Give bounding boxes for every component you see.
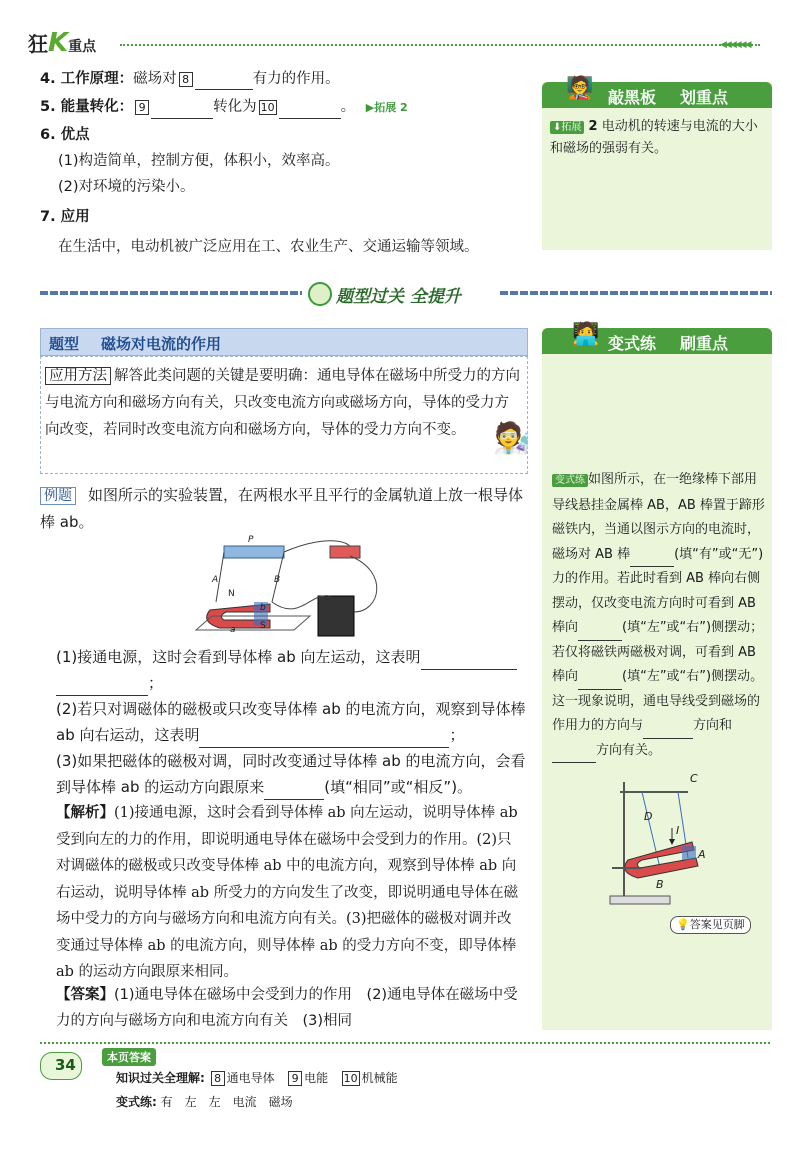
- blackboard-title-a: 敲黑板: [608, 88, 657, 107]
- example-q3: [56, 748, 526, 800]
- brand-logo: [28, 28, 96, 58]
- practice-text: 如图所示，在一绝缘棒下部用导线悬挂金属棒 AB，AB 棒置于蹄形磁铁内，当通以图示方向的电流时，磁场对 AB 棒: [552, 472, 765, 562]
- analysis-text: (1)接通电源，这时会看到导体棒 ab 向左运动，说明导体棒 ab 受到向左的力的作用，即说明通电导体在磁场中会受到力的作用。(2)只对调磁体的磁极或只改变导体棒 ab 中的电流方向，观察到导体棒 ab 向右运动，说明导体棒 ab 所受力的方向发生了改变，即说明通电导体在磁场中受力的方向与磁场方向和电流方向有关。(3)把磁体的磁极对调并改变通过导体棒 ab 的电流方向，则导体棒 ab 的受力方向不变，即导体棒 ab 的运动方向跟原来相同。: [56, 805, 519, 980]
- page-number-badge: [40, 1052, 82, 1080]
- practice-hint-4: 方向和: [693, 718, 733, 733]
- stand-base: [610, 896, 670, 904]
- practice-blank-2: [578, 626, 622, 641]
- blank-10-box: 10: [260, 100, 275, 114]
- item7-label: 7. 应用: [40, 209, 90, 225]
- label-a: A: [212, 575, 219, 585]
- practice-blank-3: [578, 675, 622, 690]
- item5-label: 5. 能量转化：: [40, 99, 134, 115]
- practice-magnet-blue: [682, 846, 696, 860]
- blank-8-box: 8: [179, 72, 193, 87]
- practice-tag: 变式练: [552, 474, 588, 487]
- q3-end: (填“相同”或“相反”)。: [324, 778, 473, 796]
- label-b2: B: [656, 878, 664, 891]
- extension-num: 2: [588, 119, 598, 134]
- practice-figure: [598, 768, 738, 918]
- label-d: D: [644, 810, 653, 823]
- item5-end: 。: [340, 99, 356, 115]
- method-text: [45, 363, 523, 444]
- label-a2: A: [698, 848, 706, 861]
- q2-text: (2)若只对调磁体的磁极或只改变导体棒 ab 的电流方向，观察到导体棒 ab 向右运动，这表明: [56, 700, 526, 744]
- example-q1: [56, 644, 526, 696]
- practice-blank-4: [643, 724, 693, 739]
- blackboard-body: [550, 116, 766, 159]
- answer-tag: 【答案】: [56, 987, 114, 1003]
- label-p: P: [248, 535, 254, 545]
- practice-blank-5: [552, 748, 596, 763]
- blank-8-line: [195, 73, 253, 90]
- item7-p1: 在生活中，电动机被广泛应用在工、农业生产、交通运输等领域。: [58, 239, 479, 255]
- banner-icon: [308, 282, 332, 306]
- practice-hint-5: 方向有关。: [596, 742, 662, 758]
- topic-header: [40, 328, 528, 356]
- blackboard-text: 电动机的转速与电流的大小和磁场的强弱有关。: [550, 119, 758, 156]
- example-q2: [56, 696, 526, 748]
- practice-title-b: 刷重点: [680, 334, 729, 353]
- logo-text-b: 重点: [68, 39, 97, 55]
- answers-line-2: [116, 1094, 293, 1110]
- ans-9-box: 9: [288, 1071, 302, 1086]
- ans-9-text: 电能: [304, 1071, 329, 1085]
- answer-note[interactable]: [670, 916, 751, 934]
- practice-body: [552, 468, 766, 763]
- practice-hint-3: (填“左”或“右”)侧摆动。这一现象说明，通电导线受到磁场的作用力的方向与: [552, 669, 764, 733]
- example-stem-text: 如图所示的实验装置，在两根水平且平行的金属轨道上放一根导体棒 ab。: [40, 486, 524, 531]
- student-icon: 🧑‍💻: [572, 322, 600, 347]
- battery: [318, 596, 354, 636]
- ans-10-text: 机械能: [361, 1071, 398, 1085]
- item-5: [40, 96, 520, 119]
- q2-end: ；: [449, 726, 465, 744]
- analysis-tag: 【解析】: [56, 805, 114, 821]
- practice-hint-2: (填“左”或“右”)侧摆动；若仅将磁铁两磁极对调，可看到 AB 棒向: [552, 620, 764, 684]
- ans-8-text: 通电导体: [226, 1071, 275, 1085]
- blackboard-panel: [542, 76, 772, 250]
- scientist-illustration: 🧑‍🔬: [493, 421, 531, 456]
- example-stem: [40, 482, 526, 535]
- answers-tag: [102, 1048, 156, 1066]
- line2-text: 有 左 左 电流 磁场: [160, 1095, 293, 1109]
- practice-header: [542, 322, 772, 354]
- label-s: S: [260, 621, 266, 631]
- practice-hint-1: (填“有”或“无”)力的作用。若此时看到 AB 棒向右侧摆动，仅改变电流方向时可看到 AB 棒向: [552, 546, 764, 635]
- practice-panel: [542, 322, 772, 1030]
- item4-post: 有力的作用。: [252, 71, 340, 87]
- label-aa: a: [230, 625, 236, 635]
- logo-text-a: 狂: [28, 32, 48, 56]
- q1-blank-cont: [56, 679, 148, 696]
- label-i: I: [676, 824, 680, 837]
- ans-8-box: 8: [211, 1071, 225, 1086]
- answer-text: (1)通电导体在磁场中会受到力的作用 (2)通电导体在磁场中受力的方向与磁场方向和电流方向有关 (3)相同: [56, 987, 518, 1029]
- answer-note-text: 答案见页脚: [689, 918, 745, 931]
- item6-p2: (2)对环境的污染小。: [58, 179, 195, 195]
- ans-10-box: 10: [343, 1072, 358, 1085]
- answers-tag-text: 本页答案: [107, 1051, 151, 1064]
- topic-title: 磁场对电流的作用: [101, 335, 222, 353]
- label-n: N: [228, 589, 235, 599]
- section-banner: [40, 282, 772, 306]
- item5-mid: 转化为: [213, 99, 257, 115]
- q3-blank: [264, 783, 324, 800]
- label-c: C: [690, 772, 698, 785]
- example-tag: 例题: [40, 487, 76, 505]
- teacher-icon: 🧑‍🏫: [566, 76, 594, 101]
- q3-text: (3)如果把磁体的磁极对调，同时改变通过导体棒 ab 的电流方向，会看到导体棒 ab 的运动方向跟原来: [56, 752, 526, 796]
- blank-9-box: 9: [135, 100, 149, 115]
- blank-10-line: [279, 102, 341, 119]
- q2-blank: [199, 731, 449, 748]
- analysis-block: [56, 800, 526, 986]
- blackboard-header: [542, 76, 772, 108]
- label-b: B: [274, 575, 281, 585]
- blackboard-title-b: 划重点: [680, 88, 729, 107]
- item4-label: 4. 工作原理：: [40, 71, 134, 87]
- extension-tag: ⬇拓展: [550, 121, 584, 134]
- item6-p1: (1)构造简单，控制方便，体积小，效率高。: [58, 153, 340, 169]
- example-figure: [190, 532, 410, 642]
- logo-k: K: [48, 28, 69, 58]
- rail-holder: [224, 546, 284, 558]
- lightbulb-icon: 💡: [676, 918, 690, 931]
- method-tag: 应用方法: [45, 367, 111, 385]
- line2-label: 变式练:: [116, 1095, 157, 1109]
- banner-line-right: [500, 291, 772, 295]
- header-dotted-line: [120, 44, 760, 46]
- item6-label: 6. 优点: [40, 127, 90, 143]
- practice-title-a: 变式练: [608, 334, 657, 353]
- topic-label: 题型: [49, 335, 80, 353]
- footer-dotted-line: [40, 1042, 770, 1044]
- q1-blank: [421, 653, 517, 670]
- label-bb: b: [260, 603, 266, 613]
- method-box: [40, 356, 531, 474]
- answer-block: [56, 982, 526, 1034]
- q1-end: ；: [148, 674, 164, 692]
- line1-label: 知识过关全理解:: [116, 1071, 205, 1085]
- banner-line-left: [40, 291, 302, 295]
- extension-link[interactable]: ▶拓展 2: [365, 101, 408, 114]
- page-number: 34: [55, 1056, 76, 1074]
- practice-blank-1: [630, 552, 674, 567]
- section-title: 题型过关 全提升: [336, 287, 461, 307]
- blank-9-line: [151, 102, 213, 119]
- page-header: [0, 0, 800, 60]
- answers-line-1: [116, 1070, 398, 1086]
- header-arrows: ◀◀◀◀◀◀: [720, 40, 750, 50]
- method-body: 解答此类问题的关键是要明确：通电导体在磁场中所受力的方向与电流方向和磁场方向有关，只改变电流方向或磁场方向，导体的受力方向改变，若同时改变电流方向和磁场方向，导体的受力方向不变。: [45, 368, 520, 438]
- switch-icon: [330, 546, 360, 558]
- item-4: [40, 68, 520, 90]
- q1-text: (1)接通电源，这时会看到导体棒 ab 向左运动，这表明: [56, 648, 421, 666]
- item4-pre: 磁场对: [133, 71, 177, 87]
